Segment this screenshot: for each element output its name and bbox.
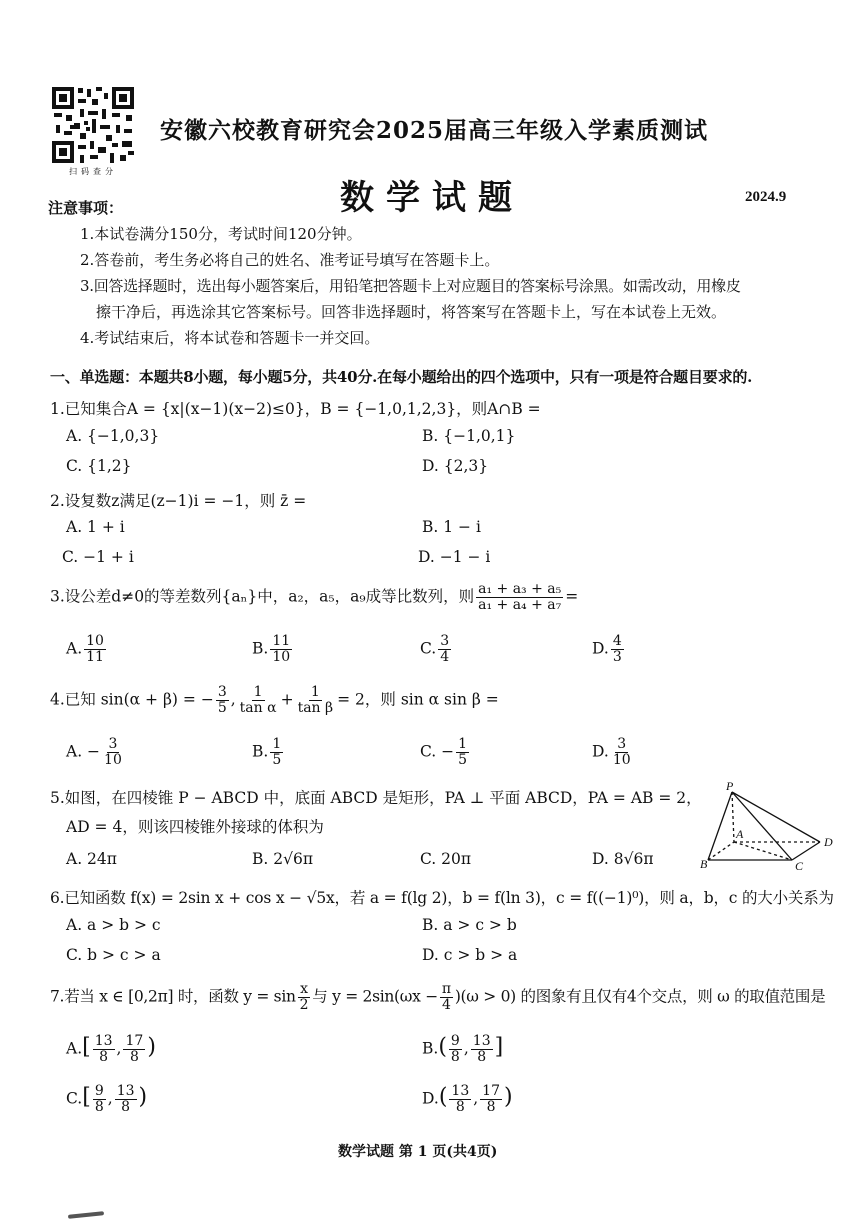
fraction-denominator: 8 bbox=[450, 1049, 460, 1065]
edge-pa bbox=[732, 792, 734, 842]
option-fraction bbox=[438, 634, 451, 665]
question-1-option-c: C. {1,2} bbox=[66, 457, 132, 475]
fraction-numerator: 17 bbox=[125, 1033, 144, 1049]
fraction-denominator: 10 bbox=[272, 649, 291, 665]
notice-item-2: 2.答卷前，考生务必将自己的姓名、准考证号填写在答题卡上。 bbox=[80, 251, 500, 269]
question-3-stem bbox=[50, 582, 578, 613]
fraction-denominator: 11 bbox=[86, 649, 104, 665]
question-3-option-b bbox=[252, 634, 294, 665]
interval-close-bracket: ] bbox=[494, 1034, 504, 1060]
fraction-numerator: 13 bbox=[451, 1083, 470, 1099]
question-4-text-d: = 2，则 sin α sin β = bbox=[337, 690, 499, 709]
interval-lower bbox=[449, 1084, 471, 1115]
fraction-numerator: 3 bbox=[440, 633, 450, 649]
option-label: B. bbox=[422, 1039, 439, 1058]
question-1-option-d: D. {2,3} bbox=[422, 457, 489, 475]
fraction-denominator: 8 bbox=[486, 1099, 496, 1115]
option-fraction bbox=[270, 737, 283, 768]
question-7-fraction-1 bbox=[298, 982, 311, 1013]
option-label: A. bbox=[66, 639, 83, 658]
fraction-numerator: 1 bbox=[458, 736, 468, 752]
subject-title: 数学试题 bbox=[340, 178, 524, 218]
fraction-numerator: 3 bbox=[217, 684, 227, 700]
pyramid-figure bbox=[700, 780, 840, 870]
equals-sign: = bbox=[565, 587, 579, 606]
fraction-denominator: 8 bbox=[99, 1049, 109, 1065]
fraction-denominator: 8 bbox=[94, 1099, 104, 1115]
interval-close-bracket: ) bbox=[138, 1084, 148, 1110]
notice-item-1: 1.本试卷满分150分，考试时间120分钟。 bbox=[80, 225, 362, 243]
question-5-option-b: B. 2√6π bbox=[252, 850, 314, 868]
interval-upper bbox=[123, 1034, 145, 1065]
question-4-option-c bbox=[420, 737, 471, 768]
vertex-label-b: B bbox=[700, 857, 708, 870]
question-2-option-a: A. 1 + i bbox=[66, 518, 125, 536]
fraction-numerator: a₁ + a₃ + a₅ bbox=[478, 581, 562, 597]
question-6-option-a: A. a > b > c bbox=[66, 916, 161, 934]
fraction-numerator: 11 bbox=[272, 633, 291, 649]
interval-open-bracket: [ bbox=[82, 1084, 91, 1110]
qr-caption: 扫码查分 bbox=[69, 167, 117, 176]
fraction-denominator: a₁ + a₄ + a₇ bbox=[478, 597, 562, 613]
fraction-numerator: 13 bbox=[94, 1033, 113, 1049]
fraction-numerator: 1 bbox=[253, 684, 263, 700]
fraction-denominator: tan α bbox=[239, 700, 277, 716]
fraction-numerator: 1 bbox=[272, 736, 282, 752]
question-7-option-c: C.[ $\frac{9}{8}$ , $\frac{13}{8}$ ) bbox=[66, 1083, 148, 1115]
notice-item-3-cont: 擦干净后，再选涂其它答案标号。回答非选择题时，将答案写在答题卡上，写在本试卷上无效。 bbox=[96, 303, 727, 321]
interval-close-bracket: ) bbox=[504, 1084, 513, 1110]
section-title: 一、单选题：本题共8小题，每小题5分，共40分.在每小题给出的四个选项中，只有一项是符合题目要求的. bbox=[50, 368, 753, 386]
fraction-numerator: 3 bbox=[108, 736, 118, 752]
fraction-denominator: 2 bbox=[299, 997, 309, 1013]
question-3-fraction bbox=[476, 582, 563, 613]
page-footer: 数学试题 第 1 页(共4页) bbox=[338, 1144, 498, 1160]
interval-close-bracket: ) bbox=[147, 1034, 156, 1060]
fraction-denominator: 10 bbox=[612, 752, 631, 768]
question-7-stem bbox=[50, 982, 825, 1013]
question-5-option-a: A. 24π bbox=[66, 850, 117, 868]
question-6-option-c: C. b > c > a bbox=[66, 946, 161, 964]
question-4-fraction-1 bbox=[216, 685, 229, 716]
question-1-option-a: A. {−1,0,3} bbox=[66, 427, 160, 445]
vertex-label-d: D bbox=[824, 835, 833, 849]
fraction-denominator: 5 bbox=[217, 700, 227, 716]
qr-code-icon bbox=[50, 85, 136, 165]
edge-ab bbox=[708, 842, 734, 860]
question-5-option-c: C. 20π bbox=[420, 850, 472, 868]
question-3-option-c bbox=[420, 634, 453, 665]
question-7-text-a: 7.若当 x ∈ [0,2π] 时，函数 y = sin bbox=[50, 987, 296, 1006]
fraction-denominator: 8 bbox=[477, 1049, 487, 1065]
school-title: 安徽六校教育研究会2025届高三年级入学素质测试 bbox=[160, 117, 709, 144]
interval-lower bbox=[449, 1034, 462, 1065]
fraction-numerator: π bbox=[441, 981, 451, 997]
notice-title: 注意事项： bbox=[48, 199, 124, 217]
fraction-denominator: 8 bbox=[129, 1049, 139, 1065]
interval-lower bbox=[93, 1084, 106, 1115]
edge-pb bbox=[708, 792, 732, 860]
edge-pc bbox=[732, 792, 792, 860]
option-fraction bbox=[611, 737, 633, 768]
option-label: C. − bbox=[420, 742, 455, 761]
option-label: B. bbox=[252, 742, 269, 761]
fraction-numerator: 13 bbox=[116, 1083, 135, 1099]
fraction-denominator: 5 bbox=[272, 752, 282, 768]
option-fraction bbox=[270, 634, 292, 665]
option-label: C. bbox=[66, 1089, 83, 1108]
fraction-denominator: 10 bbox=[104, 752, 122, 768]
option-label: D. bbox=[592, 639, 609, 658]
vertex-label-p: P bbox=[726, 780, 734, 793]
vertex-label-c: C bbox=[795, 859, 804, 870]
option-label: C. bbox=[420, 639, 437, 658]
exam-date: 2024.9 bbox=[745, 189, 787, 205]
question-6-option-b: B. a > c > b bbox=[422, 916, 517, 934]
interval-open-bracket: ( bbox=[438, 1034, 447, 1060]
question-7-option-d: D.( $\frac{13}{8}$ , $\frac{17}{8}$ ) bbox=[422, 1083, 513, 1115]
question-2-option-b: B. 1 − i bbox=[422, 518, 481, 536]
question-6-stem: 6.已知函数 f(x) = 2sin x + cos x − √5x，若 a = f(lg 2)，b = f(ln 3)，c = f((−1)⁰)，则 a，b，c 的大小关系为 bbox=[50, 889, 834, 907]
option-label: B. bbox=[252, 639, 269, 658]
question-2-option-c: C. −1 + i bbox=[62, 548, 134, 566]
question-3-option-a bbox=[66, 634, 108, 665]
vertex-label-a: A bbox=[736, 827, 744, 841]
question-7-text-b: 与 y = 2sin(ωx − bbox=[312, 987, 438, 1006]
fraction-numerator: x bbox=[300, 981, 308, 997]
fraction-denominator: tan β bbox=[297, 700, 334, 716]
fraction-numerator: 9 bbox=[450, 1033, 460, 1049]
scan-smudge bbox=[68, 1211, 104, 1219]
question-7-option-a: A.[ $\frac{13}{8}$ , $\frac{17}{8}$ ) bbox=[66, 1033, 156, 1065]
question-3-option-d bbox=[592, 634, 626, 665]
question-4-stem bbox=[50, 685, 499, 716]
edge-cd bbox=[792, 842, 820, 860]
interval-upper bbox=[115, 1084, 137, 1115]
question-4-option-a bbox=[66, 737, 126, 768]
question-6-option-d: D. c > b > a bbox=[422, 946, 518, 964]
fraction-denominator: 8 bbox=[455, 1099, 465, 1115]
option-fraction bbox=[84, 634, 106, 665]
fraction-numerator: 4 bbox=[612, 633, 622, 649]
question-1-stem: 1.已知集合A = {x|(x−1)(x−2)≤0}，B = {−1,0,1,2,3}，则A∩B = bbox=[50, 400, 541, 418]
interval-upper bbox=[471, 1034, 493, 1065]
notice-item-3: 3.回答选择题时，选出每小题答案后，用铅笔把答题卡上对应题目的答案标号涂黑。如需改动，用橡皮 bbox=[80, 277, 741, 295]
interval-upper bbox=[480, 1084, 502, 1115]
question-4-text-a: 4.已知 sin(α + β) = − bbox=[50, 690, 214, 709]
question-4-text-b: , bbox=[230, 690, 236, 709]
question-7-fraction-2 bbox=[440, 982, 453, 1013]
question-4-text-c: + bbox=[280, 690, 294, 709]
option-fraction bbox=[102, 737, 124, 768]
option-label: A. − bbox=[66, 742, 101, 761]
fraction-numerator: 17 bbox=[482, 1083, 500, 1099]
question-1-option-b: B. {−1,0,1} bbox=[422, 427, 516, 445]
fraction-denominator: 8 bbox=[121, 1099, 131, 1115]
fraction-numerator: 10 bbox=[86, 633, 104, 649]
fraction-numerator: 3 bbox=[617, 736, 627, 752]
question-2-option-d: D. −1 − i bbox=[418, 548, 491, 566]
question-7-option-b: B.( $\frac{9}{8}$ , $\frac{13}{8}$ ] bbox=[422, 1033, 504, 1065]
fraction-denominator: 4 bbox=[440, 649, 450, 665]
fraction-denominator: 4 bbox=[442, 997, 451, 1013]
interval-open-bracket: ( bbox=[438, 1084, 448, 1110]
option-fraction bbox=[611, 634, 624, 665]
question-5-option-d: D. 8√6π bbox=[592, 850, 654, 868]
fraction-numerator: 9 bbox=[94, 1083, 104, 1099]
option-label: D. bbox=[592, 742, 609, 761]
question-4-fraction-2 bbox=[238, 685, 279, 716]
option-label: D. bbox=[422, 1089, 439, 1108]
fraction-denominator: 3 bbox=[612, 649, 622, 665]
question-5-stem-line-2: AD = 4，则该四棱锥外接球的体积为 bbox=[66, 818, 324, 836]
question-4-option-d bbox=[592, 737, 635, 768]
question-7-text-c: )(ω > 0) 的图象有且仅有4个交点，则 ω 的取值范围是 bbox=[454, 987, 826, 1006]
interval-open-bracket: [ bbox=[82, 1034, 91, 1060]
fraction-numerator: 13 bbox=[472, 1033, 491, 1049]
fraction-denominator: 5 bbox=[458, 752, 468, 768]
fraction-numerator: 1 bbox=[310, 684, 320, 700]
interval-lower bbox=[93, 1034, 115, 1065]
question-3-text: 3.设公差d≠0的等差数列{aₙ}中，a₂，a₅，a₉成等比数列，则 bbox=[50, 587, 475, 606]
option-label: A. bbox=[66, 1039, 83, 1058]
question-2-stem: 2.设复数z满足(z−1)i = −1，则 z̄ = bbox=[50, 492, 307, 510]
option-fraction bbox=[456, 737, 469, 768]
edge-pd bbox=[732, 792, 820, 842]
notice-item-4: 4.考试结束后，将本试卷和答题卡一并交回。 bbox=[80, 329, 380, 347]
question-4-fraction-3 bbox=[296, 685, 336, 716]
question-5-stem-line-1: 5.如图，在四棱锥 P − ABCD 中，底面 ABCD 是矩形，PA ⊥ 平面 ABCD，PA = AB = 2， bbox=[50, 789, 702, 807]
question-4-option-b bbox=[252, 737, 285, 768]
